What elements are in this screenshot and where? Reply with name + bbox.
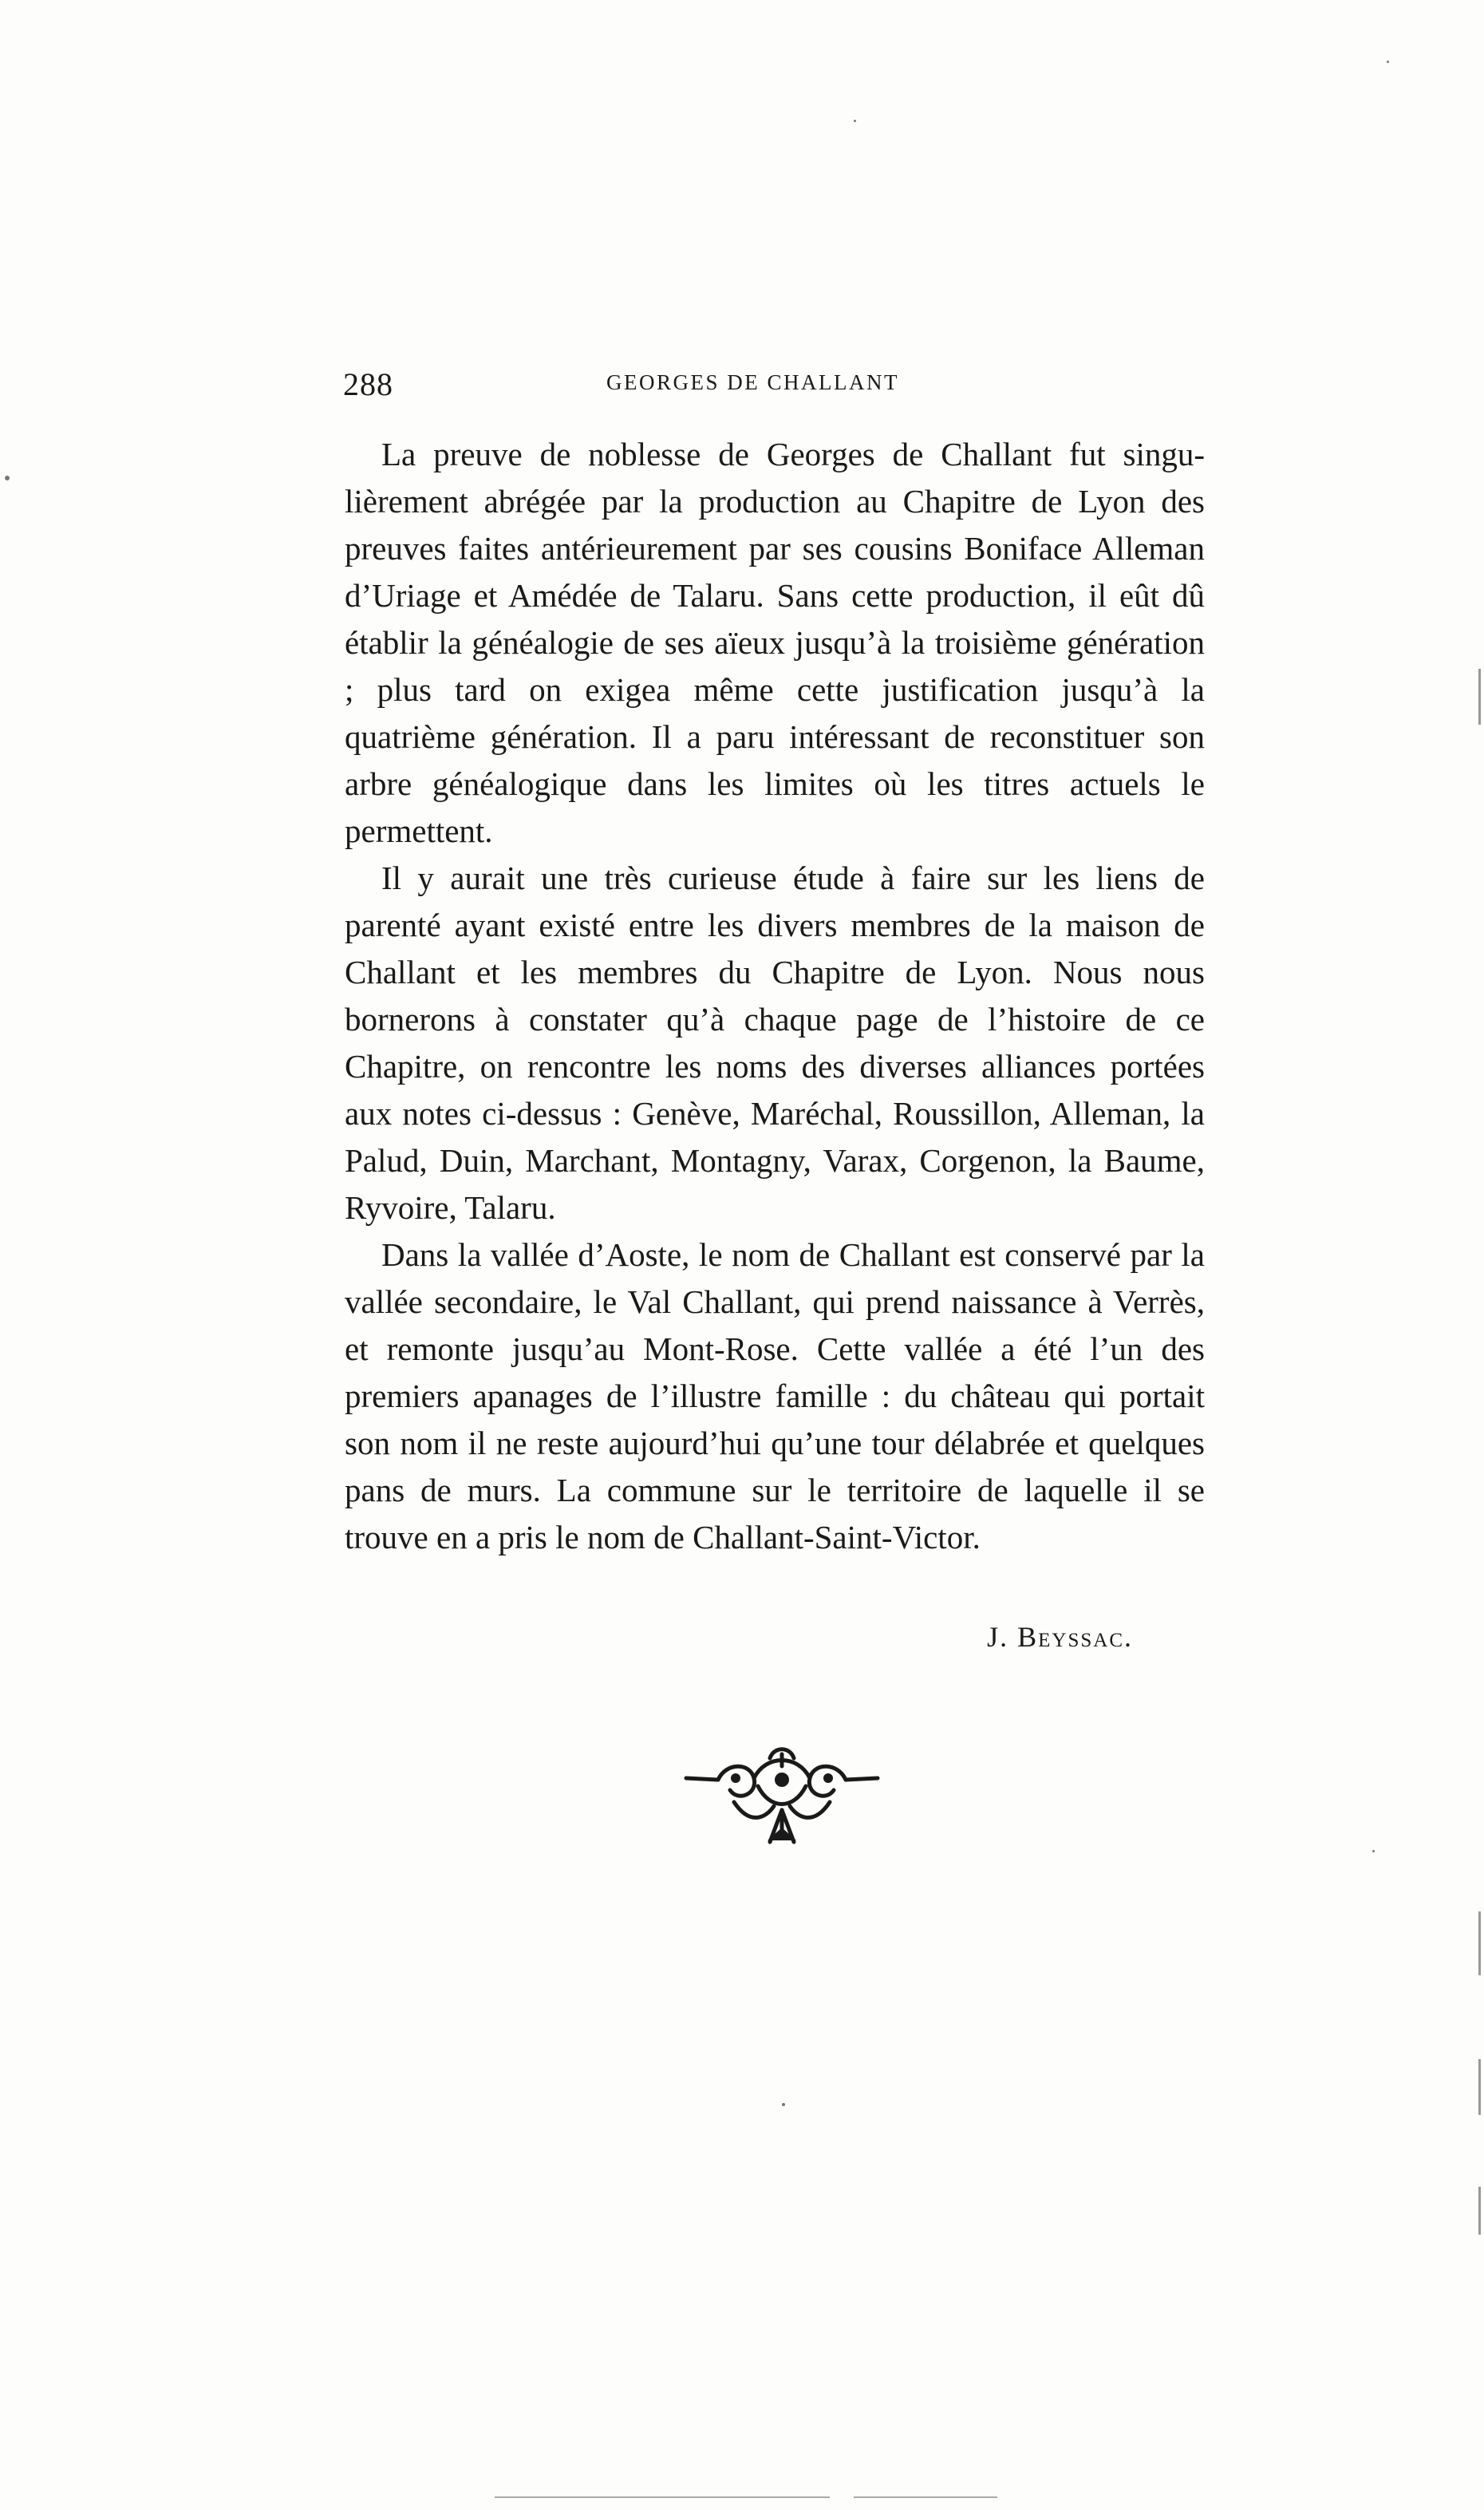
- edge-mark: [854, 2496, 997, 2498]
- fleuron-ornament-icon: [678, 1738, 886, 1850]
- page-number: 288: [343, 366, 393, 402]
- edge-mark: [1478, 2187, 1481, 2235]
- paragraph: Dans la vallée d’Aoste, le nom de Challant est conservé par la vallée secondaire, le Val Challant, qui prend naissance à Verrès, et remonte jusqu’au Mont-Rose. Cette vallée a été l’un des premiers apanages de l’illustre famille : du château qui portait son nom il ne reste aujourd’hui qu’une tour délabrée et quelques pans de murs. La commune sur le territoire de laquelle il se trouve en a pris le nom de Challant-Saint-Victor.: [345, 1236, 1205, 1555]
- running-title: GEORGES DE CHALLANT: [606, 370, 899, 394]
- author-signature: J. Beyssac.: [987, 1621, 1133, 1653]
- scan-speck: [1387, 61, 1389, 63]
- scan-speck: [5, 476, 10, 480]
- scan-speck: [854, 120, 856, 122]
- paragraph: Il y aurait une très curieuse étude à faire sur les liens de parenté ayant existé entre les divers membres de la maison de Challant et les membres du Chapitre de Lyon. Nous nous bornerons à constater qu’à chaque page de l’histoire de ce Chapitre, on rencontre les noms des diverses alliances portées aux notes ci-dessus : Genève, Maréchal, Roussillon, Alleman, la Palud, Duin, Marchant, Montagny, Varax, Corgenon, la Baume, Ryvoire, Talaru.: [345, 860, 1205, 1226]
- page-header: [343, 366, 1205, 413]
- paragraph: La preuve de noblesse de Georges de Challant fut singulièrement abrégée par la production au Chapitre de Lyon des preuves faites antérieurement par ses cousins Boniface Alleman d’Uriage et Amédée de Talaru. Sans cette production, il eût dû établir la généalogie de ses aïeux jusqu’à la troisième génération ; plus tard on exigea même cette justification jusqu’à la quatrième génération. Il a paru intéressant de reconstituer son arbre généalogique dans les limites où les titres actuels le permettent.: [345, 436, 1205, 849]
- edge-mark: [495, 2496, 830, 2498]
- scan-speck: [782, 2103, 785, 2106]
- body-text: [345, 431, 1205, 1561]
- scan-speck: [1372, 1850, 1375, 1852]
- edge-mark: [1478, 1911, 1481, 1975]
- edge-mark: [1478, 2059, 1481, 2115]
- edge-mark: [1478, 669, 1481, 725]
